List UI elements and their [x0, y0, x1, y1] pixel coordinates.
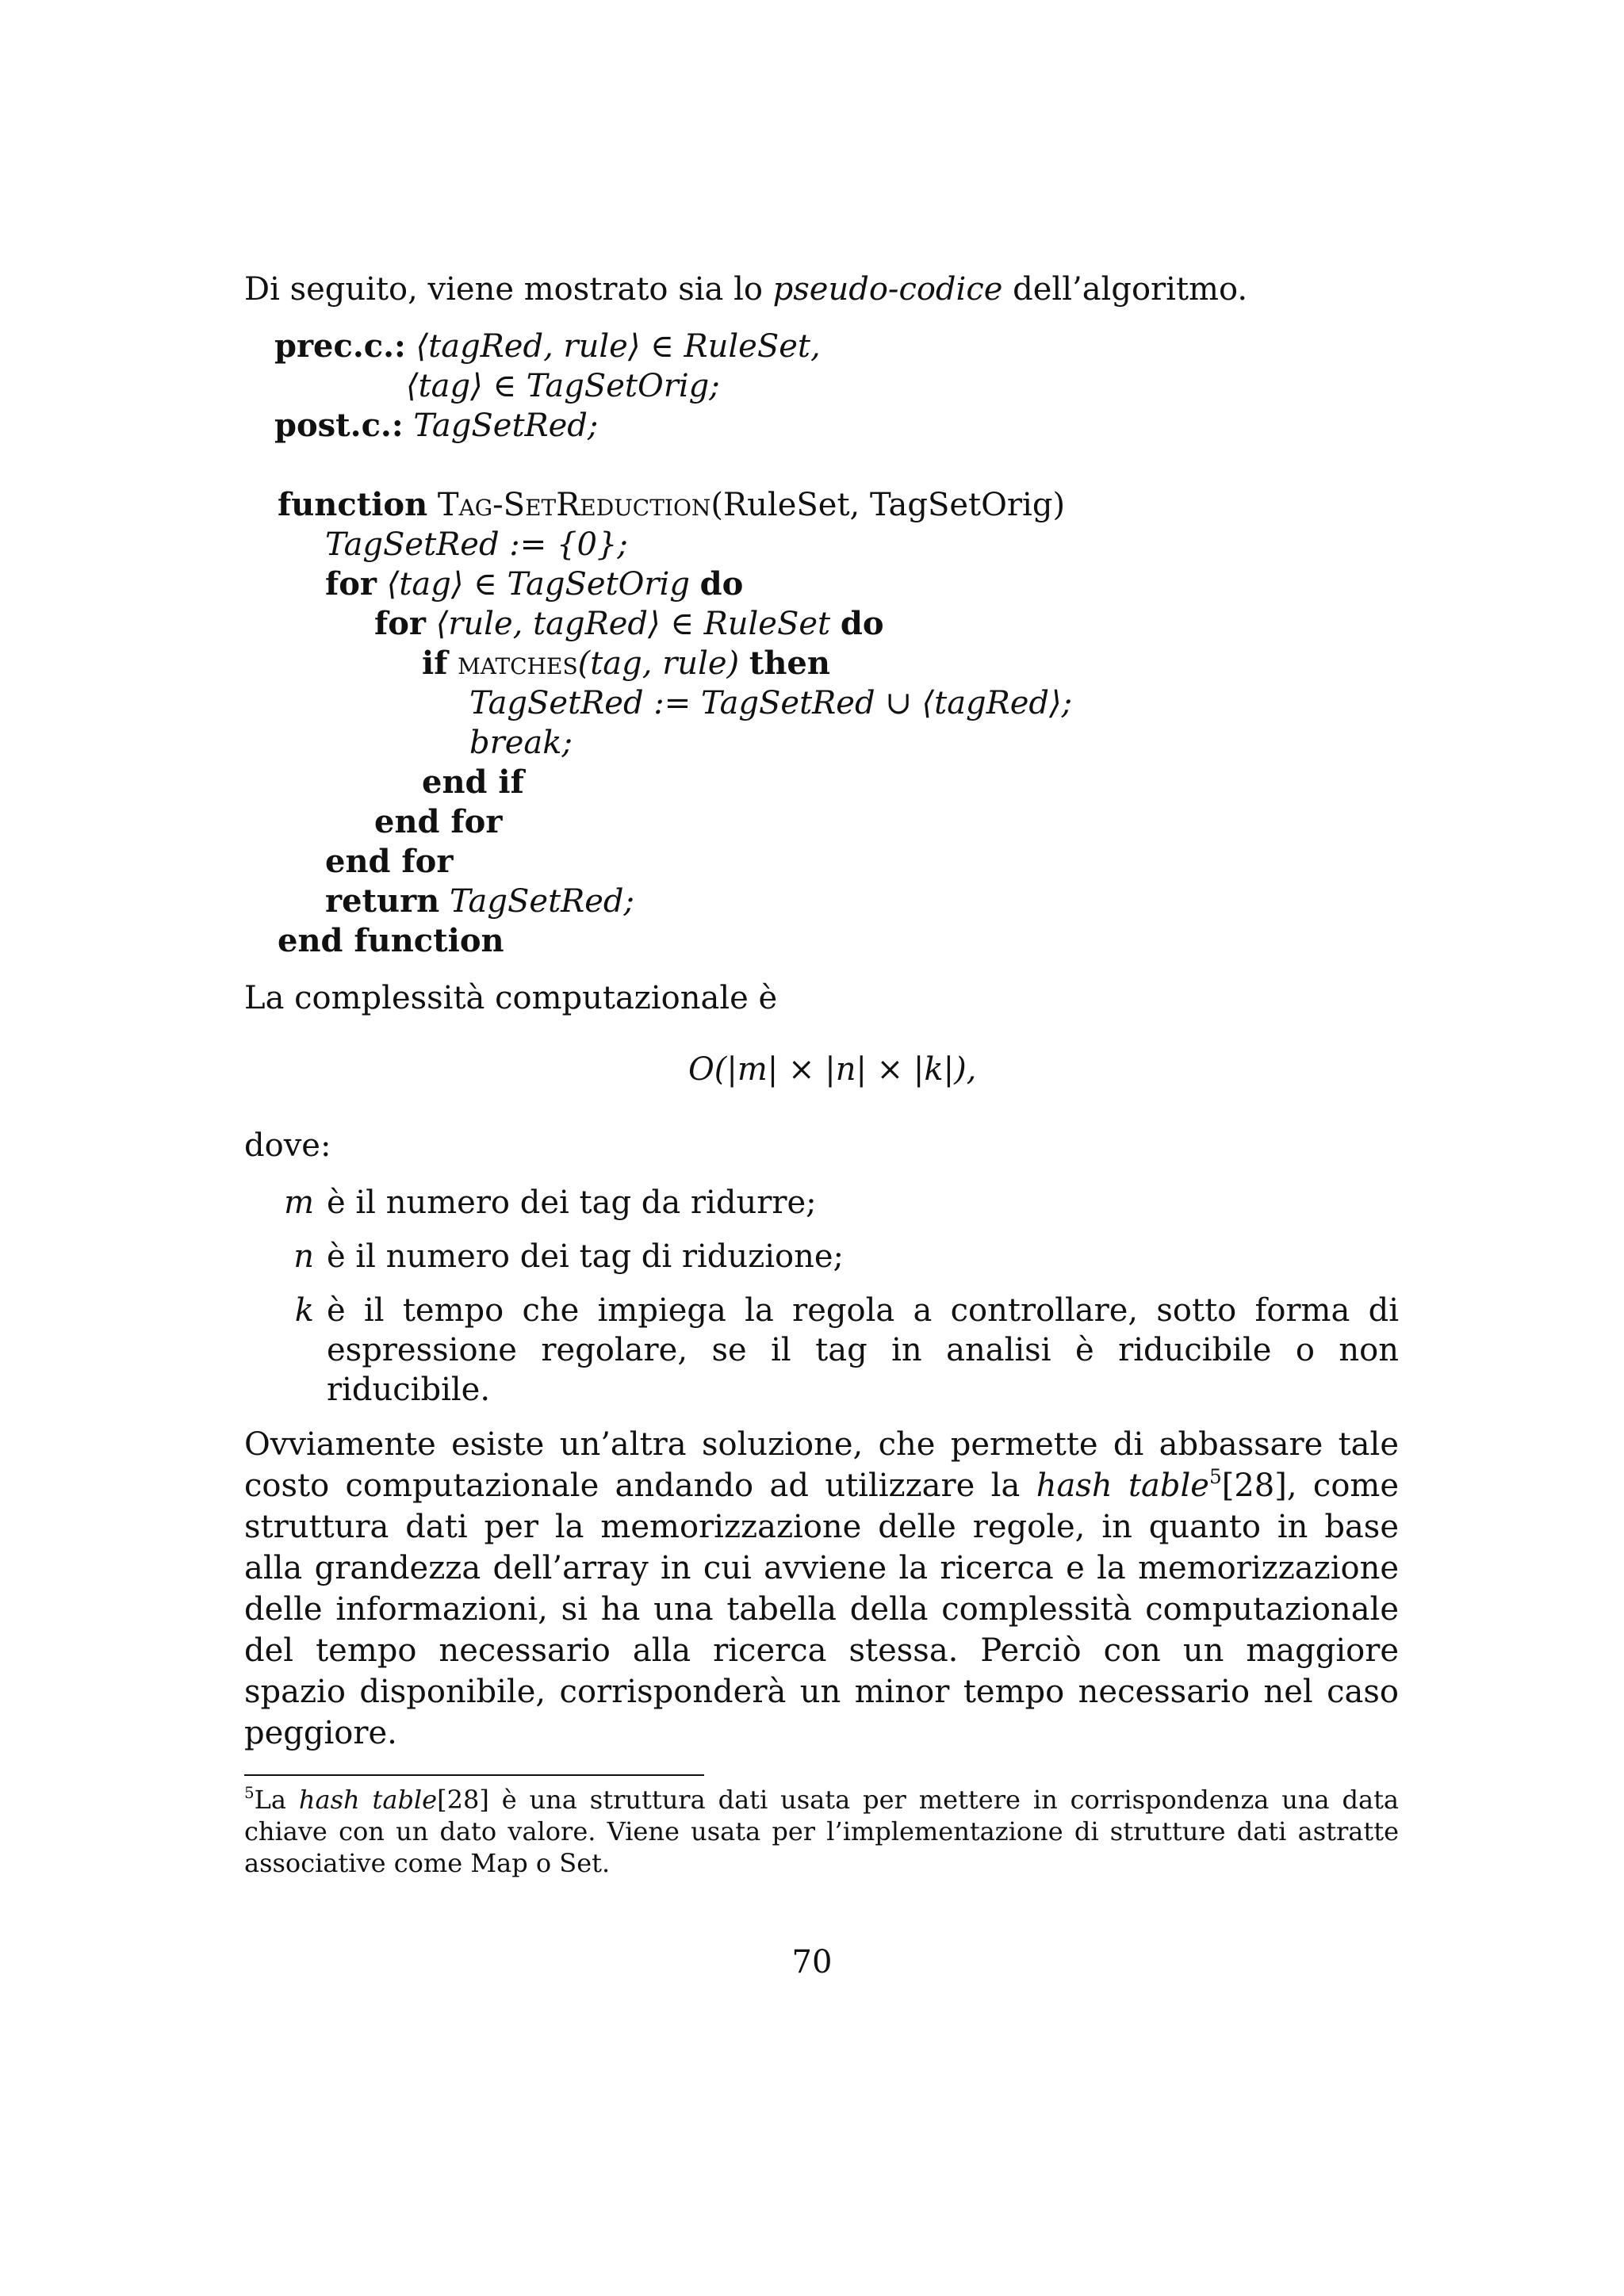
- keyword-return: return: [325, 882, 440, 920]
- matches-call: matches: [458, 645, 578, 682]
- precondition-label: prec.c.:: [274, 327, 406, 365]
- complexity-equation: O(|m| × |n| × |k|),: [688, 1051, 977, 1088]
- definition-term: k: [294, 1292, 314, 1329]
- algo-line-function: [278, 485, 1399, 525]
- for-outer-expr: ⟨tag⟩ ∈ TagSetOrig: [386, 566, 690, 603]
- matches-args: (tag, rule): [577, 645, 740, 682]
- definition-desc: è il tempo che impiega la regola a controllare, sotto forma di espressione regolare, se il tag in analisi è riducibile o non riducibile.: [327, 1292, 1399, 1408]
- keyword-do: do: [840, 605, 884, 642]
- algo-line-break: break;: [469, 725, 573, 761]
- algo-line-for-inner: [278, 604, 1399, 644]
- algo-line-end-for-inner: end for: [374, 803, 503, 840]
- paragraph-text-end: [28], come struttura dati per la memorizzazione delle regole, in quanto in base alla grandezza dell’array in cui avviene la ricerca e la memorizzazione delle informazioni, si ha una tabella della complessità computazionale del tempo necessario alla ricerca stessa. Perciò con un maggiore spazio disponibile, corrisponderà un minor tempo necessario nel caso peggiore.: [244, 1468, 1400, 1751]
- intro-emphasis: pseudo-codice: [772, 271, 1003, 308]
- footnote-text-end: [28] è una struttura dati usata per mettere in corrispondenza una data chiave con un dato valore. Viene usata per l’implementazione di strutture dati astratte associative come Map o Set.: [244, 1785, 1400, 1878]
- for-inner-expr: ⟨rule, tagRed⟩ ∈ RuleSet: [435, 606, 831, 642]
- dove-label: dove:: [244, 1127, 331, 1164]
- definition-desc: è il numero dei tag da ridurre;: [327, 1184, 817, 1221]
- intro-text-end: dell’algoritmo.: [1002, 271, 1248, 308]
- page-number: 70: [791, 1944, 833, 1980]
- return-expr: TagSetRed;: [449, 883, 635, 920]
- paragraph-emphasis: hash table: [1036, 1468, 1209, 1504]
- definition-list: [244, 1183, 1399, 1410]
- function-args: (RuleSet, TagSetOrig): [710, 487, 1066, 523]
- pseudocode-block: [278, 485, 1399, 961]
- definition-desc: è il numero dei tag di riduzione;: [327, 1238, 845, 1275]
- algo-line-return: [278, 882, 1399, 921]
- postcondition-label: post.c.:: [274, 407, 404, 444]
- footnote-text: La: [254, 1785, 299, 1815]
- conditions-block: [274, 327, 1399, 446]
- paragraph-text: Ovviamente esiste un’altra soluzione, che permette di abbassare tale costo computazionale andando ad utilizzare la: [244, 1426, 1399, 1504]
- definition-item: [244, 1291, 1399, 1410]
- keyword-do: do: [699, 565, 744, 603]
- precondition-line-2: ⟨tag⟩ ∈ TagSetOrig;: [406, 368, 720, 404]
- definition-item: [244, 1237, 1399, 1276]
- intro-sentence: [244, 270, 1399, 309]
- definition-term: n: [293, 1238, 314, 1275]
- algo-line-assign: TagSetRed := TagSetRed ∪ ⟨tagRed⟩;: [469, 685, 1073, 721]
- footnote-number: 5: [244, 1784, 255, 1803]
- algo-line-init: TagSetRed := {0};: [325, 526, 628, 563]
- precondition-row-2: [274, 366, 1399, 406]
- footnote-marker[interactable]: 5: [1208, 1465, 1222, 1489]
- function-name: Tag-SetReduction: [437, 487, 711, 523]
- postcondition-row: [274, 406, 1399, 446]
- keyword-if: if: [422, 645, 448, 682]
- intro-text: Di seguito, viene mostrato sia lo: [244, 271, 773, 308]
- footnote-rule: [244, 1774, 704, 1776]
- complexity-intro: La complessità computazionale è: [244, 980, 778, 1016]
- algo-line-end-if: end if: [422, 763, 524, 801]
- keyword-for: for: [325, 565, 377, 603]
- page-content: [244, 270, 1399, 1879]
- precondition-line-1: ⟨tagRed, rule⟩ ∈ RuleSet,: [416, 328, 821, 365]
- footnote: [244, 1784, 1399, 1879]
- keyword-function: function: [278, 486, 428, 523]
- precondition-row: [274, 327, 1399, 366]
- algo-line-for-outer: [278, 564, 1399, 604]
- body-paragraph: [244, 1424, 1399, 1754]
- footnote-emphasis: hash table: [298, 1785, 438, 1815]
- keyword-then: then: [749, 645, 830, 682]
- algo-line-end-function: end function: [278, 922, 504, 959]
- algo-line-if: [278, 644, 1399, 683]
- definition-term: m: [284, 1184, 314, 1221]
- postcondition-line: TagSetRed;: [413, 408, 599, 444]
- keyword-for: for: [374, 605, 426, 642]
- algo-line-end-for-outer: end for: [325, 843, 454, 880]
- definition-item: [244, 1183, 1399, 1223]
